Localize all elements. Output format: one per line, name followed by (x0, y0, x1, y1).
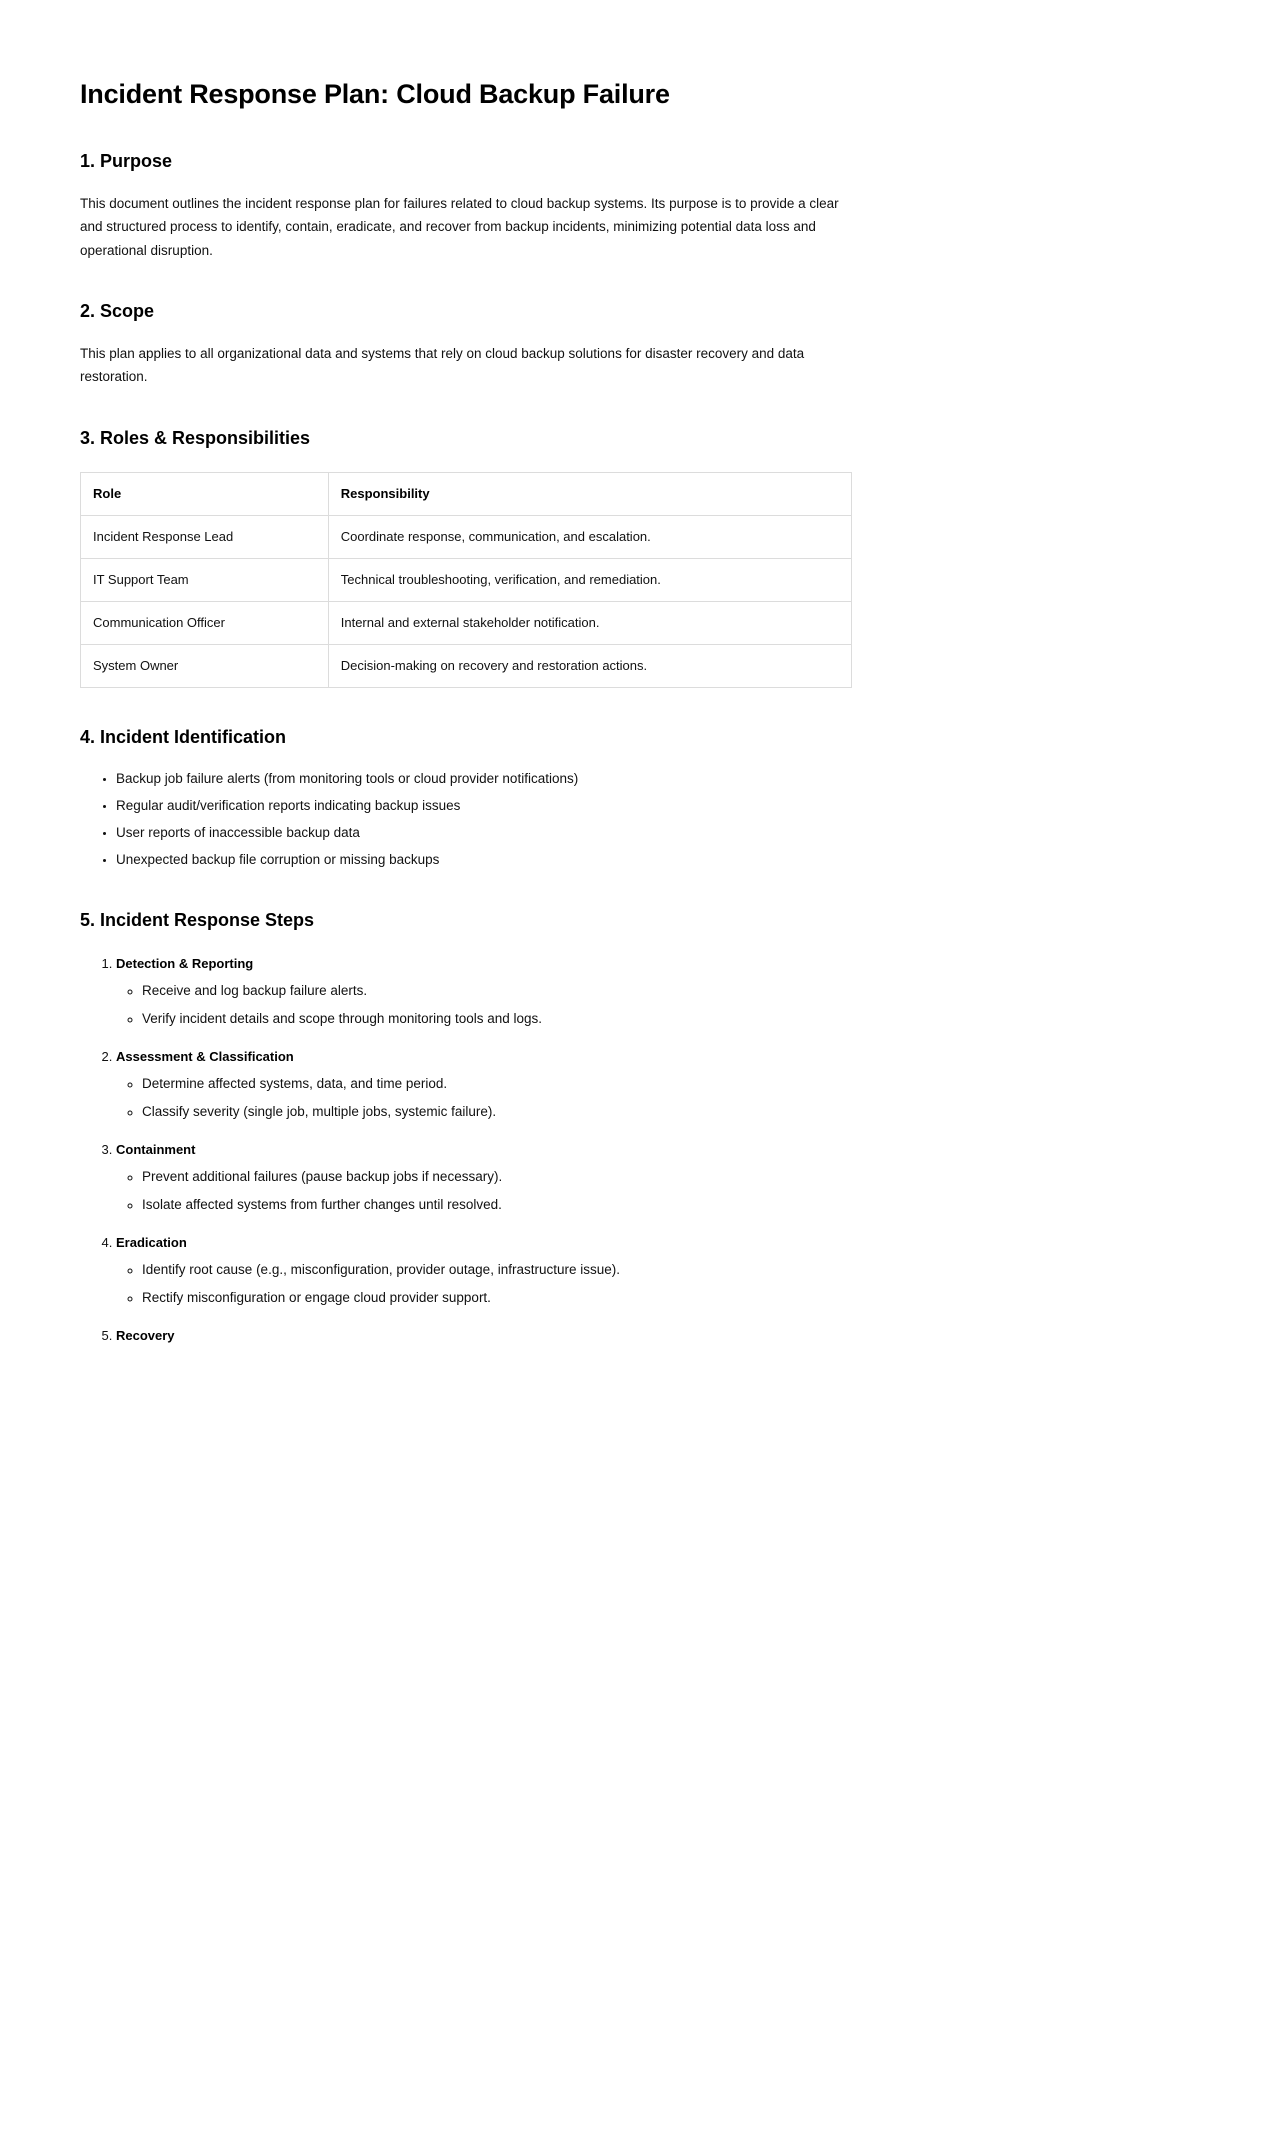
table-row (81, 602, 852, 645)
list-item: • User reports of inaccessible backup data (116, 823, 1183, 844)
substep-item: ◦ Determine affected systems, data, and time period. (142, 1074, 1183, 1094)
cell-role: IT Support Team (81, 559, 329, 602)
cell-responsibility: Technical troubleshooting, verification, and remediation. (328, 559, 851, 602)
cell-responsibility: Decision-making on recovery and restoration actions. (328, 645, 851, 688)
incident-response-steps-list (80, 954, 1183, 1346)
step-item (116, 1233, 1183, 1308)
substep-item: ◦ Identify root cause (e.g., misconfiguration, provider outage, infrastructure issue). (142, 1260, 1183, 1280)
step-title: Assessment & Classification (116, 1049, 294, 1065)
list-item: • Backup job failure alerts (from monitoring tools or cloud provider notifications) (116, 769, 1183, 790)
list-item: • Unexpected backup file corruption or missing backups (116, 850, 1183, 871)
substep-list (116, 981, 1183, 1030)
table-row (81, 559, 852, 602)
section-heading-scope: 2. Scope (80, 300, 155, 321)
step-title: Eradication (116, 1235, 187, 1251)
step-item (116, 1326, 1183, 1346)
column-header-responsibility: Responsibility (328, 473, 851, 516)
cell-role: Communication Officer (81, 602, 329, 645)
section-heading-roles: 3. Roles & Responsibilities (80, 427, 311, 448)
substep-list (116, 1260, 1183, 1309)
substep-item: ◦ Verify incident details and scope through monitoring tools and logs. (142, 1009, 1183, 1029)
substep-list (116, 1167, 1183, 1216)
section-heading-incident-identification: 4. Incident Identification (80, 727, 287, 748)
section-heading-incident-response-steps: 5. Incident Response Steps (80, 910, 315, 931)
step-item (116, 954, 1183, 1029)
substep-item: ◦ Isolate affected systems from further changes until resolved. (142, 1195, 1183, 1215)
column-header-role: Role (81, 473, 329, 516)
substep-list (116, 1074, 1183, 1123)
table-body (81, 516, 852, 688)
table-row (81, 645, 852, 688)
cell-responsibility: Coordinate response, communication, and escalation. (328, 516, 851, 559)
page-title: Incident Response Plan: Cloud Backup Failure (80, 79, 670, 109)
purpose-paragraph: This document outlines the incident response plan for failures related to cloud backup systems. Its purpose is to provide a clear and structured process to identify, contain, eradicate, and recover from backup incidents, minimizing potential data loss and operational disruption. (80, 196, 839, 258)
step-item (116, 1140, 1183, 1215)
roles-responsibilities-table (80, 472, 852, 688)
table-header-row (81, 473, 852, 516)
step-title: Containment (116, 1142, 196, 1158)
section-heading-purpose: 1. Purpose (80, 150, 173, 171)
step-title: Detection & Reporting (116, 956, 254, 972)
scope-paragraph: This plan applies to all organizational data and systems that rely on cloud backup solutions for disaster recovery and data restoration. (80, 346, 805, 385)
cell-role: Incident Response Lead (81, 516, 329, 559)
cell-role: System Owner (81, 645, 329, 688)
list-item: • Regular audit/verification reports indicating backup issues (116, 796, 1183, 817)
incident-identification-list (80, 769, 1183, 871)
step-item (116, 1047, 1183, 1122)
step-title: Recovery (116, 1328, 175, 1344)
cell-responsibility: Internal and external stakeholder notification. (328, 602, 851, 645)
substep-item: ◦ Classify severity (single job, multiple jobs, systemic failure). (142, 1102, 1183, 1122)
substep-item: ◦ Receive and log backup failure alerts. (142, 981, 1183, 1001)
table-row (81, 516, 852, 559)
substep-item: ◦ Prevent additional failures (pause backup jobs if necessary). (142, 1167, 1183, 1187)
substep-item: ◦ Rectify misconfiguration or engage cloud provider support. (142, 1288, 1183, 1308)
